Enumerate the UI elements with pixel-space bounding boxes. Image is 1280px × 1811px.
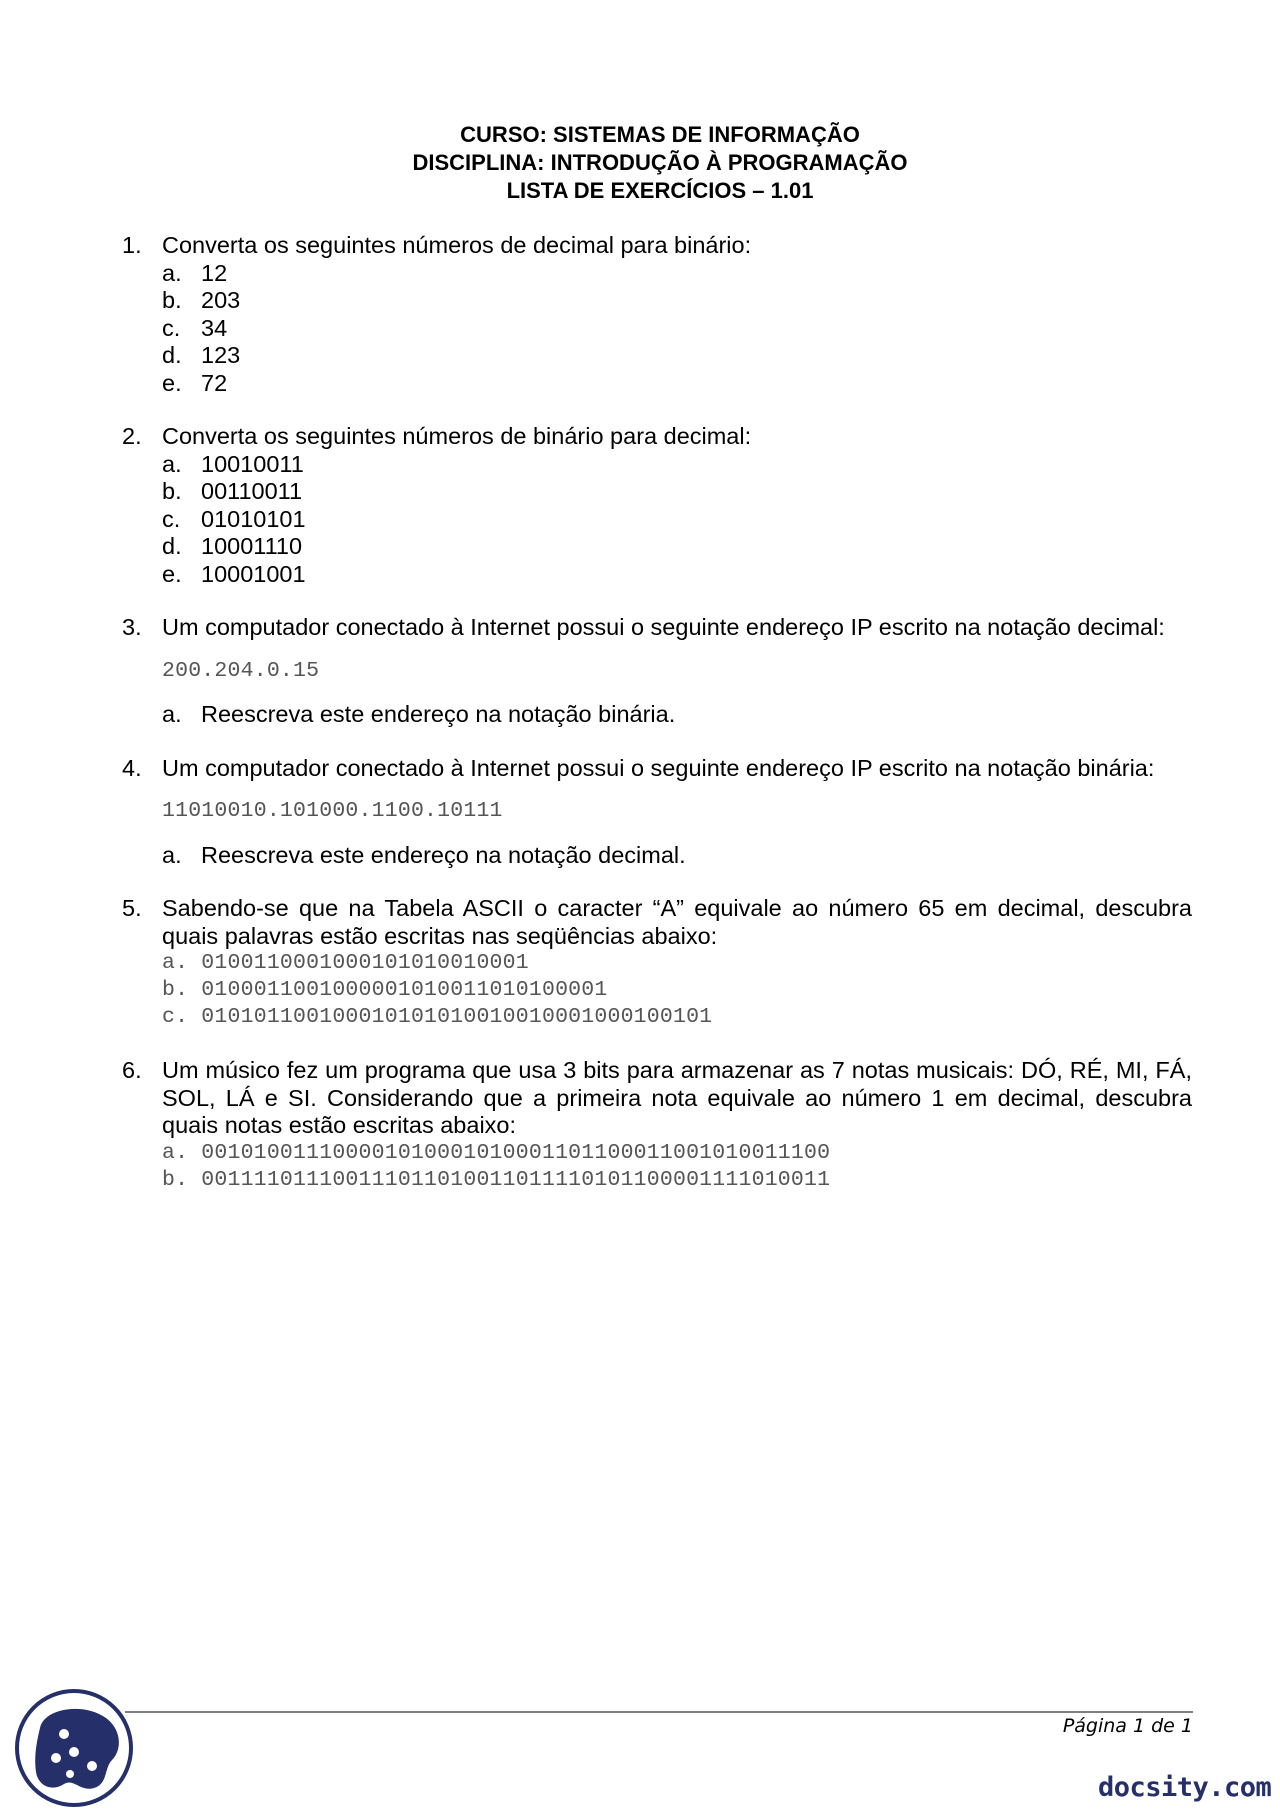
footer-divider — [125, 1711, 1193, 1713]
exercise-list — [122, 232, 1192, 1220]
sub-item-letter: c. — [162, 314, 181, 341]
sub-item — [162, 260, 1192, 288]
question-number: 5. — [122, 895, 142, 921]
binary-sequence: c. 010101100100010101010010010001000100101 — [162, 1005, 713, 1029]
sub-item-text: 203 — [201, 287, 241, 313]
document-header — [0, 121, 1280, 205]
sub-item-letter: d. — [162, 533, 182, 559]
question-5 — [122, 895, 1192, 1031]
sub-item — [162, 561, 1192, 589]
question-number: 2. — [122, 423, 142, 449]
page-number: Página 1 de 1 — [1062, 1715, 1193, 1737]
sub-item-text: 72 — [201, 369, 228, 396]
question-text: Um músico fez um programa que usa 3 bits para armazenar as 7 notas musicais: DÓ, RÉ, MI, FÁ, SOL, LÁ e SI. Considerando que a primeira nota equivale ao número 1 em decimal, descubra quais notas estão escritas abaixo: — [162, 1057, 1192, 1138]
list-title: LISTA DE EXERCÍCIOS – 1.01 — [506, 178, 814, 203]
sub-item-text: 01010101 — [201, 505, 306, 532]
sub-item-letter: b. — [162, 478, 182, 504]
question-number: 4. — [122, 754, 142, 781]
sub-item-list — [162, 260, 1192, 398]
sub-item-list — [162, 451, 1192, 589]
sub-item-letter: a. — [162, 259, 182, 286]
sub-item-letter: a. — [162, 450, 182, 477]
binary-sequence: b. 001111011100111011010011011110101100001111010011 — [162, 1167, 831, 1192]
question-number: 3. — [122, 614, 142, 640]
sub-item-letter: e. — [162, 369, 182, 396]
question-6 — [122, 1057, 1192, 1194]
course-title: CURSO: SISTEMAS DE INFORMAÇÃO — [460, 122, 860, 147]
sub-item-text: 00110011 — [201, 478, 303, 504]
question-text: Converta os seguintes números de decimal para binário: — [162, 232, 752, 258]
sub-item-text: 10001001 — [201, 560, 306, 587]
ip-address-code: 200.204.0.15 — [162, 658, 320, 683]
sub-item-letter: a. — [162, 701, 182, 727]
sub-item-letter: b. — [162, 287, 182, 313]
docsity-logo-icon — [14, 1688, 134, 1808]
binary-sequence: a. 001010011100001010001010001101100011001010011100 — [162, 1140, 831, 1165]
binary-sequence: a. 0100110001000101010010001 — [162, 951, 529, 975]
sub-item — [162, 533, 1192, 561]
docsity-brand-label[interactable]: docsity.com — [1098, 1772, 1272, 1803]
sub-item — [162, 370, 1192, 398]
sub-item — [162, 315, 1192, 343]
question-text: Um computador conectado à Internet possui o seguinte endereço IP escrito na notação decimal: — [162, 614, 1165, 640]
binary-sequence: b. 0100011001000001010011010100001 — [162, 978, 608, 1002]
sub-item-letter: e. — [162, 560, 182, 587]
sub-item-letter: c. — [162, 505, 181, 532]
sub-item-text: 10010011 — [201, 450, 304, 477]
sub-item-text: 10001110 — [201, 533, 303, 559]
sub-item — [162, 701, 1192, 729]
question-text: Converta os seguintes números de binário para decimal: — [162, 423, 752, 449]
sub-item-text: Reescreva este endereço na notação binária. — [201, 701, 676, 727]
ip-address-code: 11010010.101000.1100.10111 — [162, 799, 503, 823]
question-4 — [122, 755, 1192, 870]
question-number: 6. — [122, 1057, 142, 1083]
sub-item — [162, 342, 1192, 370]
question-text: Um computador conectado à Internet possui o seguinte endereço IP escrito na notação binária: — [162, 754, 1155, 781]
question-text: Sabendo-se que na Tabela ASCII o caracter “A” equivale ao número 65 em decimal, descubra quais palavras estão escritas nas seqüências abaixo: — [162, 895, 1192, 949]
question-3 — [122, 614, 1192, 729]
sub-item-letter: a. — [162, 841, 182, 868]
sub-item — [162, 842, 1192, 870]
sub-item-text: 34 — [201, 314, 228, 341]
sub-item-text: 12 — [201, 259, 228, 286]
sub-item-letter: d. — [162, 342, 182, 368]
discipline-title: DISCIPLINA: INTRODUÇÃO À PROGRAMAÇÃO — [412, 150, 908, 175]
sub-item-text: Reescreva este endereço na notação decimal. — [201, 841, 686, 868]
sub-item-text: 123 — [201, 342, 241, 368]
question-1 — [122, 232, 1192, 397]
sub-item — [162, 451, 1192, 479]
sub-item — [162, 478, 1192, 506]
question-number: 1. — [122, 232, 142, 258]
sub-item — [162, 287, 1192, 315]
sub-item — [162, 506, 1192, 534]
question-2 — [122, 423, 1192, 588]
